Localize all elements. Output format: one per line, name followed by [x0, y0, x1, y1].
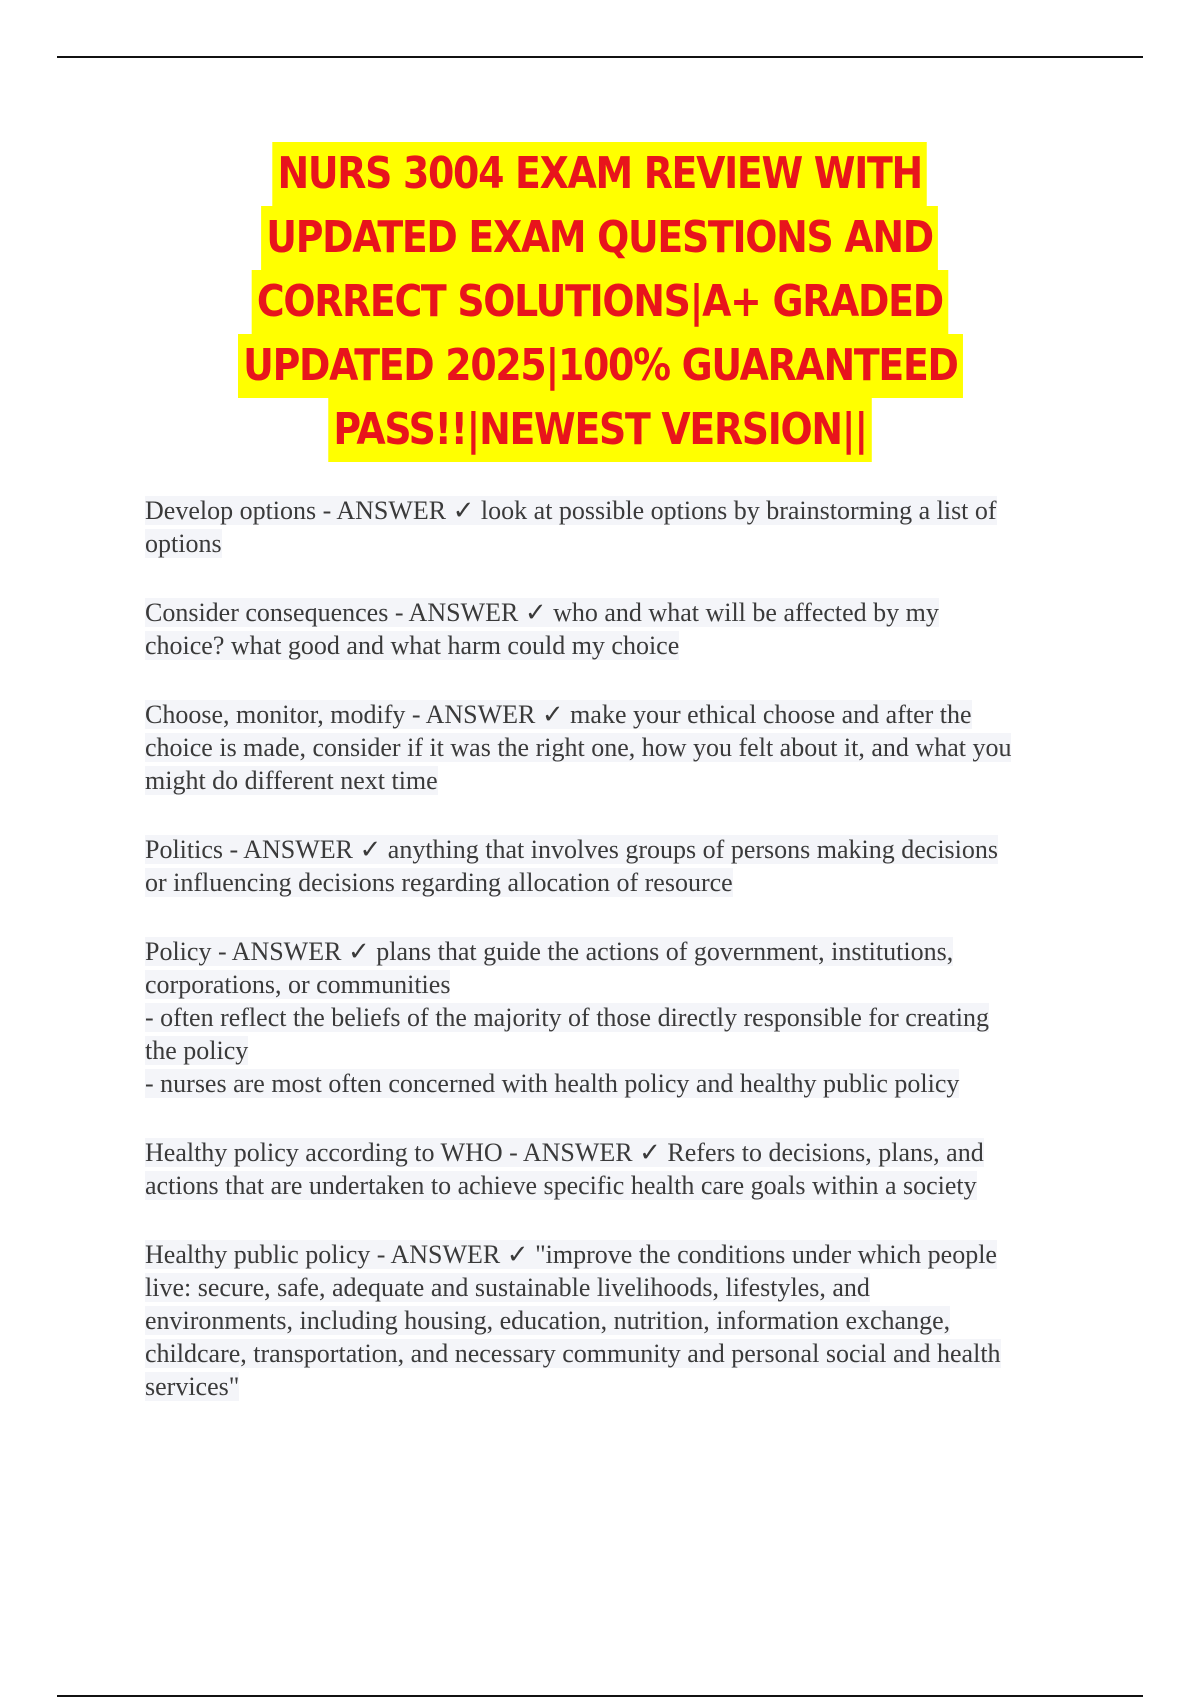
entry-text-line: childcare, transportation, and necessary community and personal social and health	[145, 1339, 1001, 1368]
title-line-1: NURS 3004 EXAM REVIEW WITH	[273, 142, 928, 206]
entry-text-line: Consider consequences - ANSWER ✓ who and what will be affected by my	[145, 598, 939, 627]
entry-text-line: - nurses are most often concerned with health policy and healthy public policy	[145, 1069, 960, 1098]
document-title	[0, 142, 1200, 462]
entry-text-line: or influencing decisions regarding allocation of resource	[145, 868, 733, 897]
entry-text-line: actions that are undertaken to achieve specific health care goals within a society	[145, 1171, 977, 1200]
bottom-rule	[57, 1695, 1143, 1697]
entry-text-line: Develop options - ANSWER ✓ look at possible options by brainstorming a list of	[145, 496, 997, 525]
entry-text-line: might do different next time	[145, 766, 438, 795]
qa-entry-choose-monitor-modify	[145, 698, 1095, 797]
title-line-3: CORRECT SOLUTIONS|A+ GRADED	[252, 270, 948, 334]
entry-text-line: services"	[145, 1372, 240, 1401]
entry-text-line: - often reflect the beliefs of the majority of those directly responsible for creating	[145, 1003, 989, 1032]
entry-text-line: choice? what good and what harm could my choice	[145, 631, 680, 660]
qa-entry-develop-options	[145, 494, 1095, 560]
qa-entry-healthy-policy-who	[145, 1136, 1095, 1202]
title-line-4: UPDATED 2025|100% GUARANTEED	[238, 334, 963, 398]
title-line-5: PASS!!|NEWEST VERSION||	[328, 398, 872, 462]
entry-text-line: live: secure, safe, adequate and sustainable livelihoods, lifestyles, and	[145, 1273, 870, 1302]
entry-text-line: environments, including housing, education, nutrition, information exchange,	[145, 1306, 951, 1335]
entry-text-line: corporations, or communities	[145, 970, 451, 999]
entry-text-line: Healthy policy according to WHO - ANSWER ✓ Refers to decisions, plans, and	[145, 1138, 984, 1167]
entry-text-line: Policy - ANSWER ✓ plans that guide the actions of government, institutions,	[145, 937, 954, 966]
qa-list	[145, 494, 1095, 1439]
entry-text-line: Healthy public policy - ANSWER ✓ "improve the conditions under which people	[145, 1240, 997, 1269]
entry-text-line: Politics - ANSWER ✓ anything that involves groups of persons making decisions	[145, 835, 998, 864]
qa-entry-consider-consequences	[145, 596, 1095, 662]
entry-text-line: options	[145, 529, 222, 558]
qa-entry-healthy-public-policy	[145, 1238, 1095, 1403]
top-rule	[57, 56, 1143, 58]
qa-entry-politics	[145, 833, 1095, 899]
entry-text-line: Choose, monitor, modify - ANSWER ✓ make your ethical choose and after the	[145, 700, 972, 729]
title-line-2: UPDATED EXAM QUESTIONS AND	[262, 206, 939, 270]
entry-text-line: choice is made, consider if it was the right one, how you felt about it, and what you	[145, 733, 1012, 762]
entry-text-line: the policy	[145, 1036, 249, 1065]
qa-entry-policy	[145, 935, 1095, 1100]
